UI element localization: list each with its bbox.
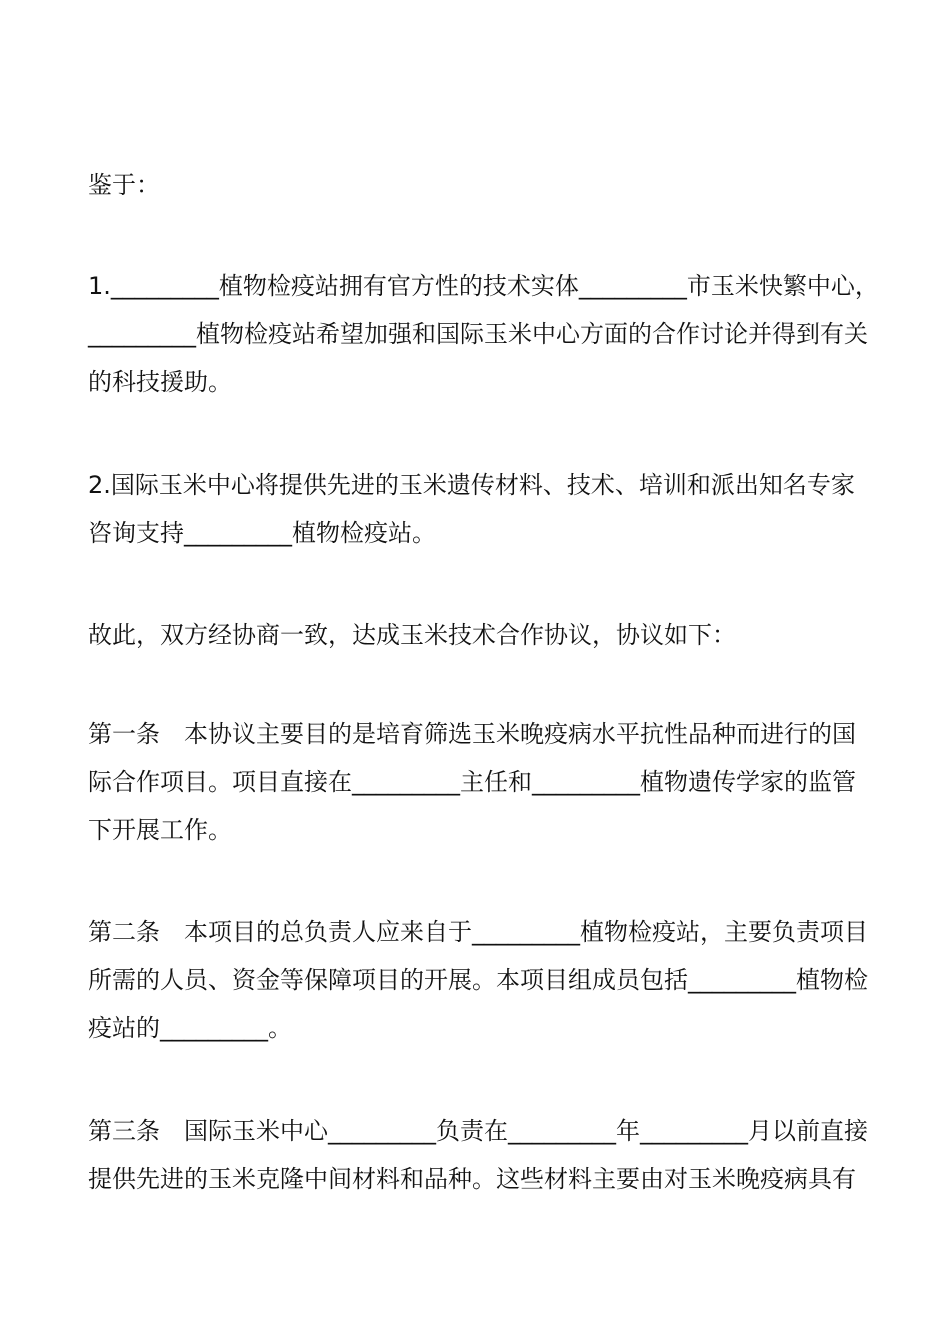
paragraph-1 [88, 262, 878, 406]
text-line: 所需的人员、资金等保障项目的开展。本项目组成员包括_________植物检 [88, 966, 868, 994]
text-line: 2.国际玉米中心将提供先进的玉米遗传材料、技术、培训和派出知名专家 [88, 471, 855, 499]
text-line: 第三条 国际玉米中心_________负责在_________年_________月以前直接 [88, 1117, 868, 1145]
intro-heading [88, 161, 878, 209]
text-line: 下开展工作。 [88, 816, 232, 844]
text-line: 际合作项目。项目直接在_________主任和_________植物遗传学家的监管 [88, 768, 856, 796]
paragraph-conclusion [88, 611, 878, 659]
text-line: 提供先进的玉米克隆中间材料和品种。这些材料主要由对玉米晚疫病具有 [88, 1165, 856, 1193]
text-line: 1._________植物检疫站拥有官方性的技术实体_________市玉米快繁中心， [88, 272, 879, 300]
article-2 [88, 908, 878, 1052]
text-line: 鉴于： [88, 171, 160, 199]
text-line: 的科技援助。 [88, 368, 232, 396]
article-1 [88, 710, 878, 854]
article-3 [88, 1107, 878, 1203]
text-line: _________植物检疫站希望加强和国际玉米中心方面的合作讨论并得到有关 [88, 320, 868, 348]
text-line: 第一条 本协议主要目的是培育筛选玉米晚疫病水平抗性品种而进行的国 [88, 720, 856, 748]
text-line: 第二条 本项目的总负责人应来自于_________植物检疫站，主要负责项目 [88, 918, 868, 946]
text-line: 故此，双方经协商一致，达成玉米技术合作协议，协议如下： [88, 621, 736, 649]
paragraph-2 [88, 461, 878, 557]
text-line: 疫站的_________。 [88, 1014, 292, 1042]
text-line: 咨询支持_________植物检疫站。 [88, 519, 436, 547]
